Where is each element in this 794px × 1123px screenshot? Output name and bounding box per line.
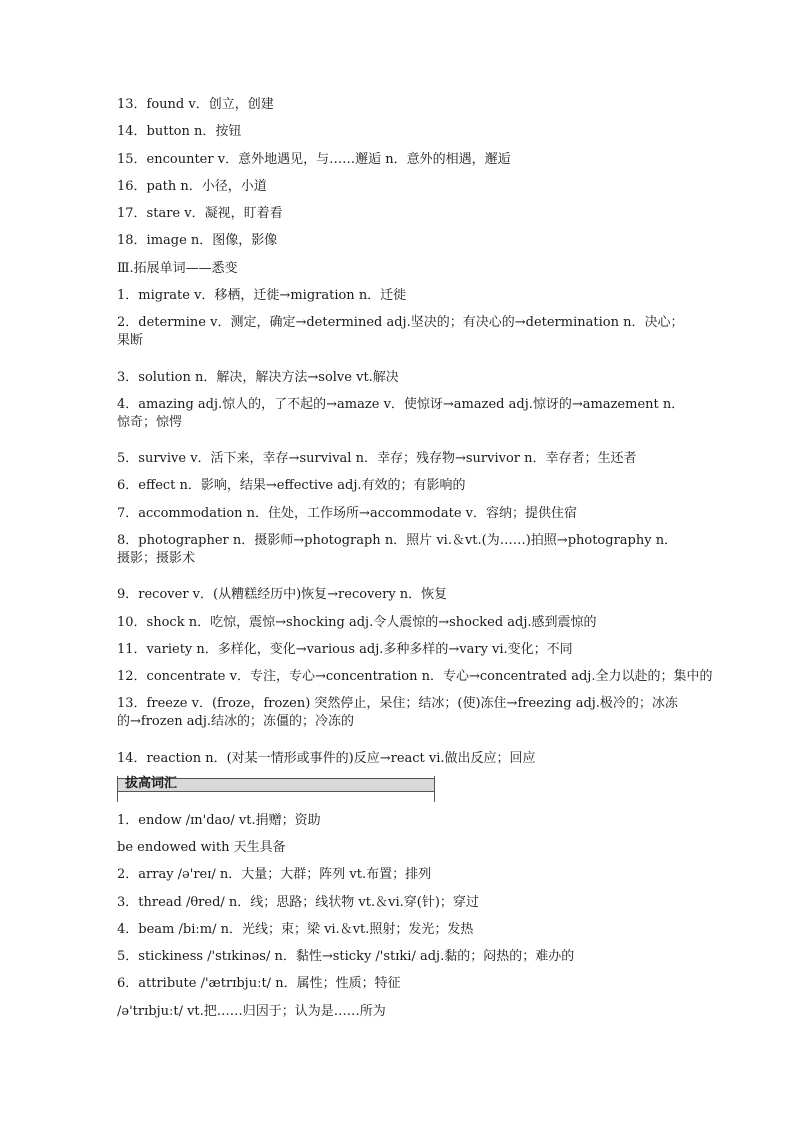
vocab-line: 13．freeze v．(froze，frozen) 突然停止，呆住；结冰；(使)冻住→freezing adj.极冷的；冰冻的→frozen adj.结冰的；冻僵的；冷冻的 [117,696,678,729]
vocab-line: 3．solution n．解决，解决方法→solve vt.解决 [117,370,399,385]
vocab-line: 16．path n．小径，小道 [117,179,267,194]
vocab-line: 2．array /ə'reɪ/ n．大量；大群；阵列 vt.布置；排列 [117,867,432,882]
vocab-line: 3．thread /θred/ n．线；思路；线状物 vt.＆vi.穿(针)；穿过 [117,895,479,910]
vocab-line: 15．encounter v．意外地遇见，与……邂逅 n．意外的相遇，邂逅 [117,152,511,167]
vocab-line: 7．accommodation n．住处，工作场所→accommodate v．容纳；提供住宿 [117,506,578,521]
vocab-line: be endowed with 天生具备 [117,840,286,855]
section-title: 拔高词汇 [125,776,178,791]
vocab-line: 8．photographer n．摄影师→photograph n．照片 vi.＆vt.(为……)拍照→photography n．摄影；摄影术 [117,533,678,566]
vocab-line: 13．found v．创立，创建 [117,97,274,112]
vocab-line: 14．button n．按钮 [117,124,242,139]
vocab-line: 1．migrate v．移栖，迁徙→migration n．迁徙 [117,288,407,303]
vocab-line: 6．effect n．影响，结果→effective adj.有效的；有影响的 [117,478,466,493]
vocab-line: 2．determine v．测定，确定→determined adj.坚决的；有决心的→determination n．决心；果断 [117,315,684,348]
vocab-line: 4．beam /biːm/ n．光线；束；梁 vi.＆vt.照射；发光；发热 [117,922,474,937]
vocab-line: 18．image n．图像，影像 [117,233,278,248]
vocab-line: 6．attribute /'ætrɪbjuːt/ n．属性；性质；特征 [117,976,401,991]
vocab-line: 11．variety n．多样化，变化→various adj.多种多样的→vary vi.变化；不同 [117,642,573,657]
vocab-line: 4．amazing adj.惊人的，了不起的→amaze v．使惊讶→amazed adj.惊讶的→amazement n．惊奇；惊愕 [117,397,685,430]
vocab-line: /ə'trɪbjuːt/ vt.把……归因于；认为是……所为 [117,1004,386,1019]
vocab-line: 5．survive v．活下来，幸存→survival n．幸存；残存物→survivor n．幸存者；生还者 [117,451,637,466]
vocab-line: 10．shock n．吃惊，震惊→shocking adj.令人震惊的→shocked adj.感到震惊的 [117,615,597,630]
section-box [117,776,435,802]
vocab-line: 17．stare v．凝视，盯着看 [117,206,283,221]
vocab-line: 5．stickiness /'stɪkinəs/ n．黏性→sticky /'stɪki/ adj.黏的；闷热的；难办的 [117,949,575,964]
section-heading: Ⅲ.拓展单词——悉变 [117,261,238,276]
vocab-line: 1．endow /ɪn'daʊ/ vt.捐赠；资助 [117,813,321,828]
vocab-line: 14．reaction n．(对某一情形或事件的)反应→react vi.做出反应；回应 [117,751,536,766]
vocab-line: 12．concentrate v．专注，专心→concentration n．专心→concentrated adj.全力以赴的；集中的 [117,669,713,684]
vocab-line: 9．recover v．(从糟糕经历中)恢复→recovery n．恢复 [117,587,448,602]
